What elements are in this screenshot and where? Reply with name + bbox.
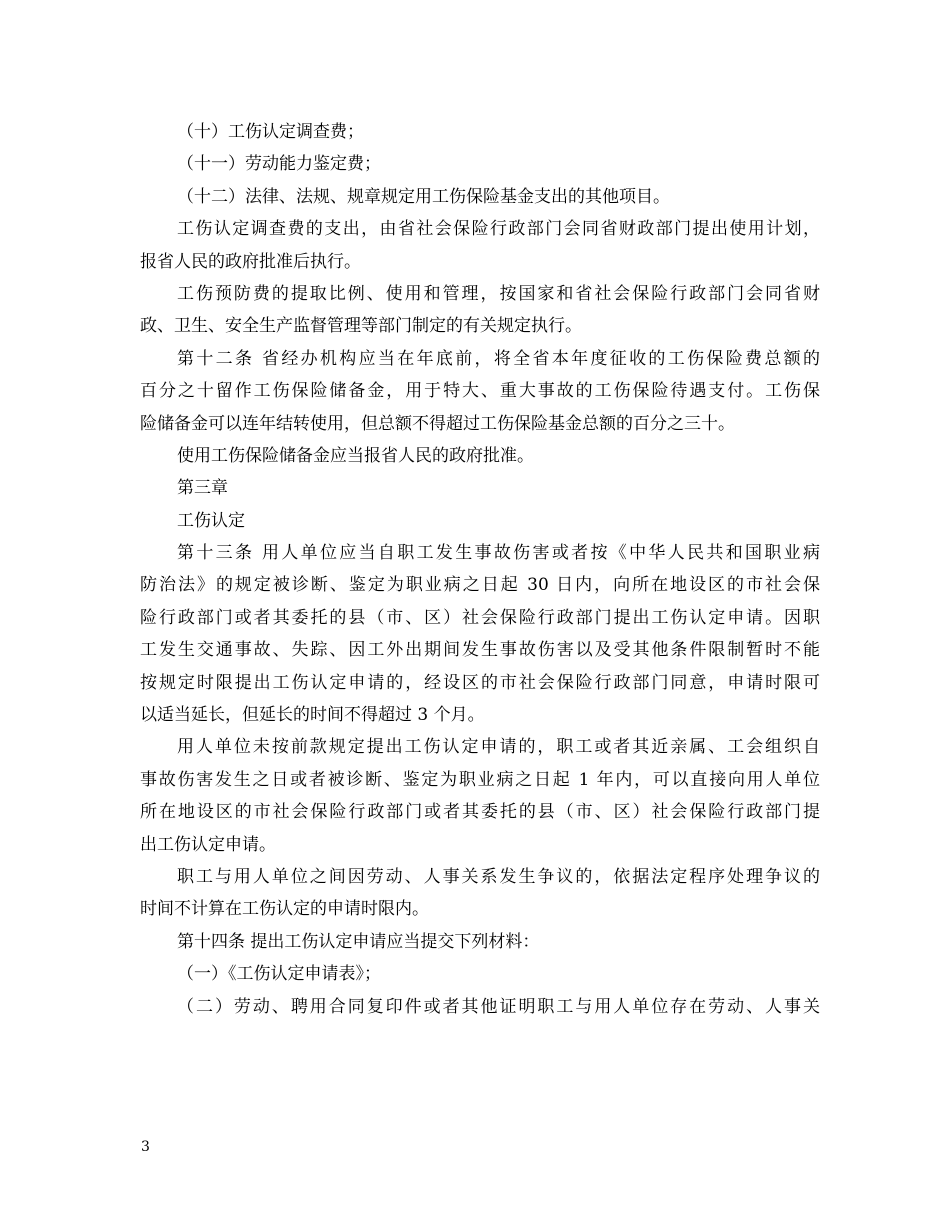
text-line: 第十二条 省经办机构应当在年底前，将全省本年度征收的工伤保险费总额的 [177,348,820,369]
document-body [140,116,820,1023]
text-line: （二）劳动、聘用合同复印件或者其他证明职工与用人单位存在劳动、人事关 [177,996,820,1017]
text-line: 政、卫生、安全生产监督管理等部门制定的有关规定执行。 [140,316,582,337]
text-line: 按规定时限提出工伤认定申请的，经设区的市社会保险行政部门同意，申请时限可 [140,672,820,693]
text-line: 报省人民的政府批准后执行。 [140,251,361,272]
text-line: 以适当延长，但延长的时间不得超过 3 个月。 [140,705,485,726]
text-line: （十一）劳动能力鉴定费； [177,154,381,175]
text-line: 工伤预防费的提取比例、使用和管理，按国家和省社会保险行政部门会同省财 [177,283,820,304]
text-line: 防治法》的规定被诊断、鉴定为职业病之日起 30 日内，向所在地设区的市社会保 [140,575,820,596]
text-line: 出工伤认定申请。 [140,834,276,855]
text-line: 险储备金可以连年结转使用，但总额不得超过工伤保险基金总额的百分之三十。 [140,413,735,434]
text-line: 工伤认定调查费的支出，由省社会保险行政部门会同省财政部门提出使用计划， [177,219,820,240]
text-line: 职工与用人单位之间因劳动、人事关系发生争议的，依据法定程序处理争议的 [177,866,820,887]
text-line: 工伤认定 [177,510,245,531]
text-line: （一）《工伤认定申请表》； [177,964,381,985]
page-number: 3 [141,1139,150,1155]
text-line: 时间不计算在工伤认定的申请时限内。 [140,899,429,920]
text-line: 第十三条 用人单位应当自职工发生事故伤害或者按《中华人民共和国职业病 [177,543,820,564]
text-line: 百分之十留作工伤保险储备金，用于特大、重大事故的工伤保险待遇支付。工伤保 [140,381,820,402]
text-line: 第十四条 提出工伤认定申请应当提交下列材料： [177,931,540,952]
text-line: 使用工伤保险储备金应当报省人民的政府批准。 [177,445,534,466]
text-line: （十二）法律、法规、规章规定用工伤保险基金支出的其他项目。 [177,186,670,207]
text-line: 用人单位未按前款规定提出工伤认定申请的，职工或者其近亲属、工会组织自 [177,737,820,758]
text-line: 工发生交通事故、失踪、因工外出期间发生事故伤害以及受其他条件限制暂时不能 [140,640,820,661]
text-line: 险行政部门或者其委托的县（市、区）社会保险行政部门提出工伤认定申请。因职 [140,607,820,628]
text-line: 事故伤害发生之日或者被诊断、鉴定为职业病之日起 1 年内，可以直接向用人单位 [140,769,820,790]
text-line: 所在地设区的市社会保险行政部门或者其委托的县（市、区）社会保险行政部门提 [140,802,820,823]
text-line: 第三章 [177,478,228,499]
text-line: （十）工伤认定调查费； [177,122,364,142]
